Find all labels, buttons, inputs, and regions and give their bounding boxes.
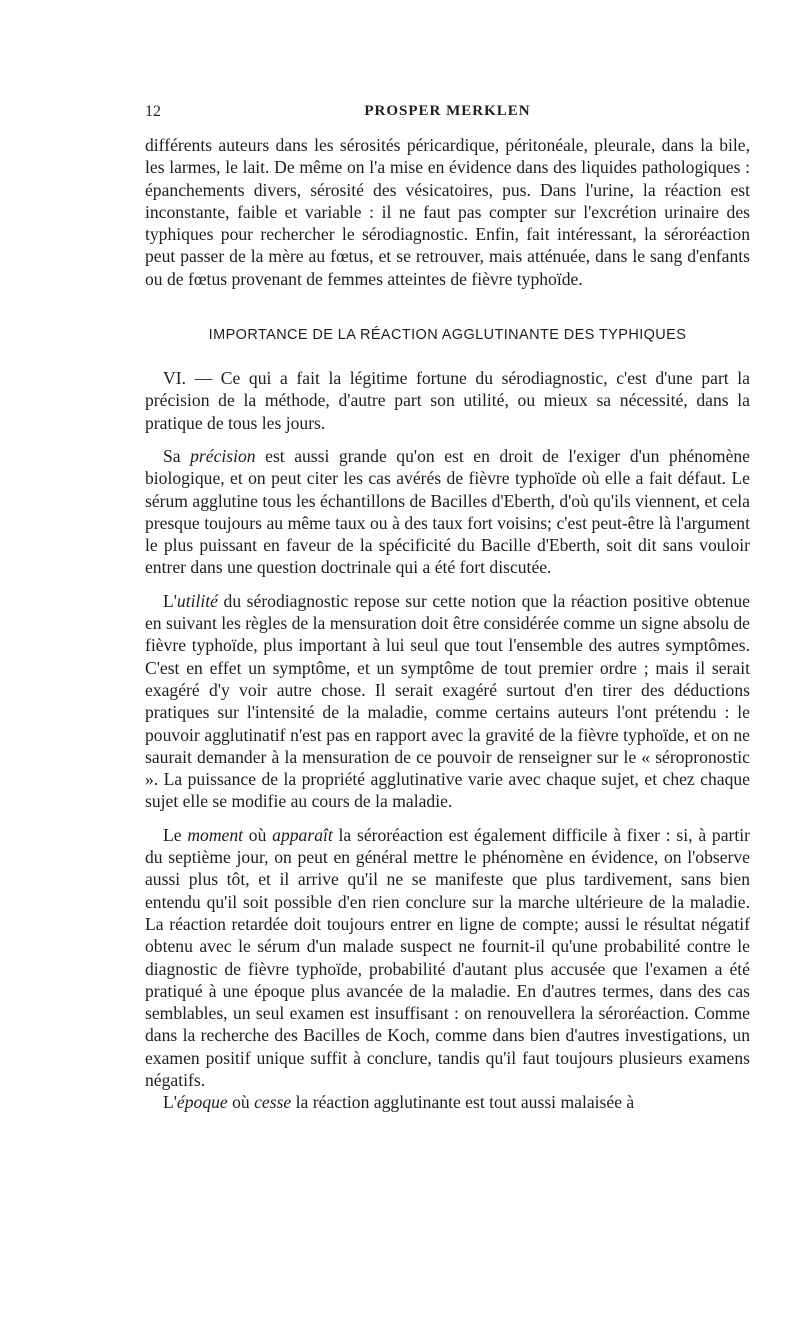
paragraph-gap (145, 579, 750, 590)
text-run: du sérodiagnostic repose sur cette notion que la réaction positive obtenue en suivant les règles de la mensuration doit être considérée comme un signe absolu de fièvre typhoïde, plus important à lui seul que tout l'ensemble des autres symptômes. C'est en effet un symptôme, et un symptôme de tout premier ordre ; mais il serait exagéré d'y voir autre chose. Il serait exagéré surtout d'en tirer des déductions pratiques sur l'intensité de la maladie, comme certains auteurs l'ont prétendu : le pouvoir agglutinatif n'est pas en rapport avec la gravité de la fièvre typhoïde, et on ne saurait demander à la mensuration de ce pouvoir de renseigner sur le « séropronostic ». La puissance de la propriété agglutinative varie avec chaque sujet, et chez chaque sujet elle se modifie au cours de la maladie. (145, 590, 750, 812)
text-run: la séroréaction est également difficile à fixer : si, à partir du septième jour, on peut en général mettre le phénomène en évidence, on l'observe aussi plus tôt, et il arrive qu'il ne se manifeste que plus tardivement, sans bien entendu qu'il soit possible d'en rien conclure sur la marche ultérieure de la maladie. La réaction retardée doit toujours entrer en ligne de compte; aussi le résultat négatif obtenu avec le sérum d'un malade suspect ne fournit-il qu'une probabilité contre le diagnostic de fièvre typhoïde, probabilité d'autant plus accusée que l'examen a été pratiqué à une époque plus avancée de la maladie. En d'autres termes, dans des cas semblables, un seul examen est insuffisant : on renouvellera la séroréaction. Comme dans la recherche des Bacilles de Koch, comme dans bien d'autres investigations, un examen positif unique suffit à conclure, tandis qu'il faut toujours plusieurs examens négatifs. (145, 824, 750, 1090)
paragraph-utilite (145, 590, 750, 813)
text-run: Le (163, 824, 188, 845)
emphasis-precision: précision (190, 445, 256, 466)
emphasis-apparait: apparaît (272, 824, 333, 845)
text-run: L' (163, 1092, 177, 1113)
section-heading: IMPORTANCE DE LA RÉACTION AGGLUTINANTE DES TYPHIQUES (208, 327, 687, 344)
paragraph-continued: différents auteurs dans les sérosités péricardique, péritonéale, pleurale, dans la bile, les larmes, le lait. De même on l'a mise en évidence dans des liquides pathologiques : épanchements divers, sérosité des vésicatoires, pus. Dans l'urine, la réaction est inconstante, faible et variable : il ne faut pas compter sur l'excrétion urinaire des typhiques pour rechercher le sérodiagnostic. Enfin, fait intéressant, la séroréaction peut passer de la mère au fœtus, et se retrouver, mais atténuée, dans le sang d'enfants ou de fœtus provenant de femmes atteintes de fièvre typhoïde. (145, 135, 750, 289)
emphasis-moment: moment (187, 824, 244, 845)
paragraph-moment (145, 824, 750, 1092)
text-run: est aussi grande qu'on est en droit de l'exiger d'un phénomène biologique, et on peut citer les cas avérés de fièvre typhoïde où elle a fait défaut. Le sérum agglutine tous les échantillons de Bacilles d'Eberth, d'où qu'ils viennent, et cela presque toujours au même taux ou à des taux fort voisins; c'est peut-être là l'argument le plus puissant en faveur de la spécificité du Bacille d'Eberth, soit dit sans vouloir entrer dans une question doctrinale qui a été fort discutée. (145, 445, 750, 578)
text-run: L' (163, 590, 177, 611)
paragraph-gap (145, 813, 750, 824)
paragraph-section-vi: VI. — Ce qui a fait la légitime fortune du sérodiagnostic, c'est d'une part la précision de la méthode, d'autre part son utilité, ou mieux sa nécessité, dans la pratique de tous les jours. (145, 368, 750, 433)
emphasis-utilite: utilité (176, 590, 218, 611)
paragraph-gap (145, 434, 750, 445)
running-head (145, 103, 750, 125)
text-run: où (227, 1092, 255, 1113)
page-number: 12 (145, 103, 161, 120)
text-run: Sa (163, 445, 191, 466)
running-title: PROSPER MERKLEN (364, 103, 531, 119)
paragraph-precision (145, 445, 750, 579)
emphasis-epoque: époque (176, 1092, 228, 1113)
emphasis-cesse: cesse (254, 1092, 292, 1113)
body-text (145, 134, 750, 1114)
text-run: où (243, 824, 273, 845)
paragraph-epoque (145, 1091, 750, 1113)
text-run: la réaction agglutinante est tout aussi malaisée à (291, 1092, 635, 1113)
